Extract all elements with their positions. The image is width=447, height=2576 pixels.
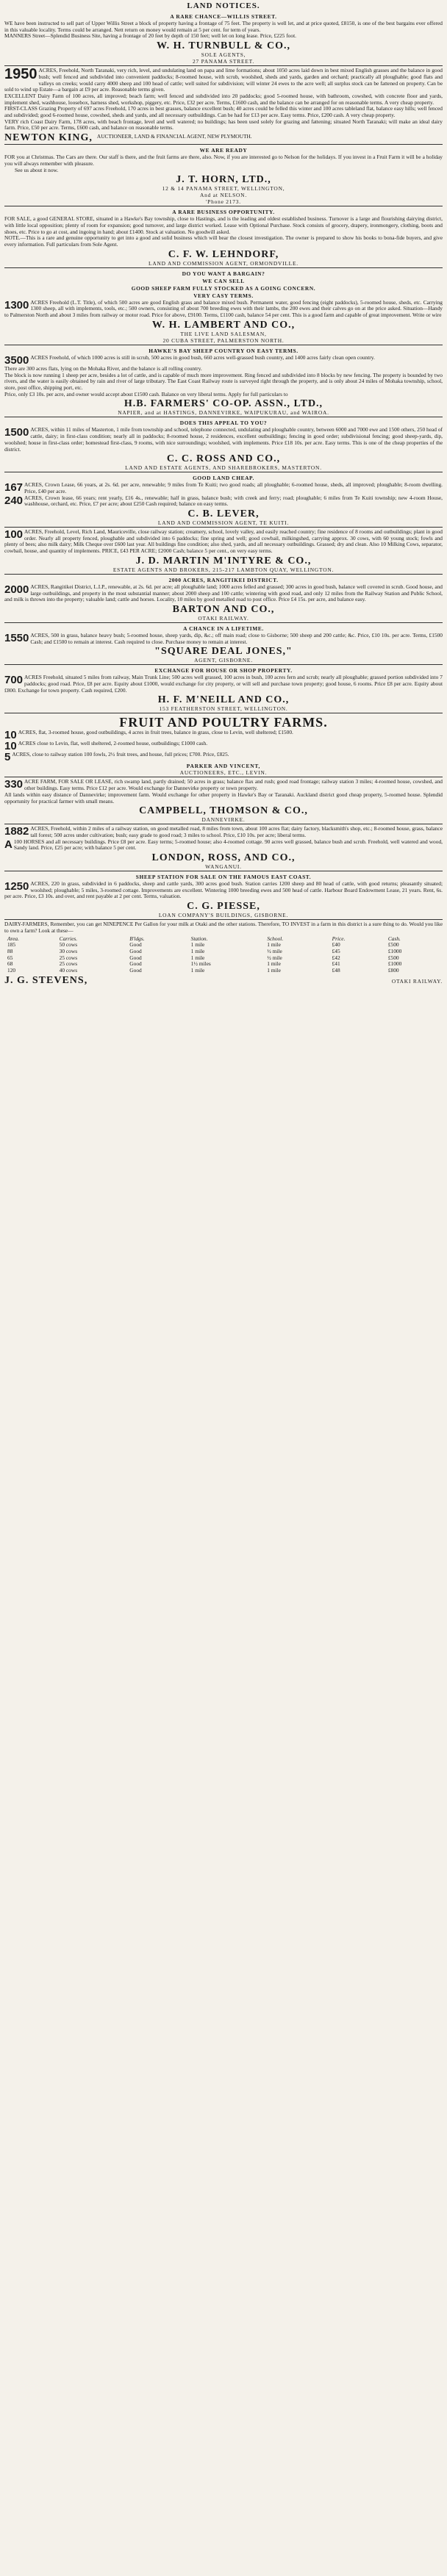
- firm-address: And at NELSON.: [200, 192, 247, 199]
- ad-campbell: [4, 777, 443, 824]
- ad-text-body: ACRES Freehold, situated 5 miles from railway, Main Trunk Line; 500 acres well grassed, 100 acres in bush, 100 acres fern and scrub; nearly all ploughable; grassed portion subdivided into 7 paddocks; good road. Price, £8 per acre. Equity about £1000, would exchange for city property, or will sell and purchase town property; good house, 6 rooms. Price £8 per acre. Equity about £800. Exchange for town property. Cash required, £200.: [4, 674, 443, 694]
- firm-name: C. C. ROSS AND CO.,: [166, 453, 281, 465]
- column-header: School.: [267, 935, 284, 942]
- ad-text: MANNERS Street—Splendid Business Site, having a frontage of 20 feet by depth of 150 feet; well let on long lease. Price, £225 foot.: [4, 32, 296, 40]
- table-cell: 1 mile: [267, 941, 281, 949]
- ad-text: [4, 529, 443, 555]
- ad-text-body: ACRES close to Levin, flat, well sheltered, 2-roomed house, outbuildings; £1000 cash.: [18, 740, 208, 747]
- ad-text: See us about it now.: [15, 166, 59, 173]
- ad-text-body: ACRES, Rangitikei District, L.I.P., renewable, at 2s. 6d. per acre; all ploughable land; 1000 acres felled and grassed; 300 acres in good bush, balance well covered in scrub. Good house, and large outbuildings, and property in the most substantial manner; about 2000 sheep and 100 cattle; wintering with good road, and only 12 miles from the Railway Station and Public School, and milk is thrown into the property; valuable land; cattle and horses. Locality, 10 miles by good metalled road to post office. Price £4 15s. per acre, and balance easy.: [4, 583, 443, 603]
- table-cell: Good: [129, 948, 142, 954]
- table-cell: £41: [332, 960, 340, 968]
- ad-text: [4, 353, 443, 367]
- ad-heading: EXCHANGE FOR HOUSE OR SHOP PROPERTY.: [154, 667, 293, 674]
- firm-address: 20 CUBA STREET, PALMERSTON NORTH.: [162, 337, 285, 344]
- ad-turnbull: [4, 11, 443, 66]
- table-cell: ½ mile: [267, 948, 282, 954]
- ad-text-body: ACRE FARM, FOR SALE OR LEASE, rich swamp land, partly drained; 50 acres in grass; balance flax and rush; good road frontage; railway station 3 miles; 4-roomed house, cowshed, and other buildings. Easy terms. Price £12 per acre. Would exchange for Dannevirke property or town property.: [24, 778, 443, 792]
- table-cell: 65: [7, 954, 13, 961]
- firm-address: 153 FEATHERSTON STREET, WELLINGTON.: [159, 705, 288, 713]
- ad-text-body: ACRES, close to railway station 100 fowls, 2½ fruit trees, and house, full prices; £700. Price, £825.: [12, 751, 229, 758]
- ad-heading: A RARE CHANCE—WILLIS STREET.: [170, 13, 277, 20]
- firm-role: LAND AND COMMISSION AGENT, TE KUITI.: [157, 519, 290, 527]
- column-header: Carries.: [59, 935, 78, 942]
- acreage-figure: A: [4, 838, 12, 851]
- firm-name: W. H. TURNBULL & CO.,: [156, 40, 291, 52]
- ad-text: DAIRY-FARMERS, Remember, you can get NINEPENCE Per Gallon for your milk at Otaki and the other stations. Therefore, TO INVEST in a farm in this district is a sure thing to do. Would you like to own a farm? Look at these—: [4, 921, 443, 934]
- column-header: Area.: [7, 935, 19, 942]
- firm-role: LAND AND COMMISSION AGENT, ORMONDVILLE.: [149, 259, 298, 267]
- ad-text: WE have been instructed to sell part of Upper Willis Street a block of property having a frontage of 75 feet. The property is well let, and at price quoted, £8150, is one of the best bargains ever offered in this valuable locality. Terms could be arranged. Nett return on money would remain at 5 per cent. for term of years.: [4, 20, 443, 33]
- table-cell: Good: [129, 941, 142, 949]
- column-header: Price.: [332, 935, 346, 942]
- ad-hb-farmers: [4, 345, 443, 418]
- ad-text-body: ACRES, Crown Lease, 66 years, at 2s. 6d. per acre, renewable; 9 miles from Te Kuiti; two good roads; all ploughable; 6-roomed house, sheds, all improved; ploughable; 8-room dwelling. Price, £40 per acre.: [24, 481, 443, 494]
- table-cell: £800: [387, 967, 399, 974]
- firm-address: ESTATE AGENTS AND BROKERS, 215-217 LAMBTON QUAY, WELLINGTON.: [112, 566, 335, 573]
- ad-heading: WE CAN SELL: [202, 277, 245, 284]
- ad-text: [4, 881, 443, 900]
- ad-text: [4, 300, 443, 319]
- firm-name: NEWTON KING,: [4, 132, 93, 144]
- ad-banner-heading: FRUIT AND POULTRY FARMS.: [119, 715, 328, 730]
- firm-name: BARTON AND CO.,: [172, 603, 275, 615]
- table-cell: £500: [387, 954, 399, 961]
- ad-text: [4, 68, 443, 93]
- ad-stevens: [4, 920, 443, 987]
- table-cell: 30 cows: [59, 948, 78, 954]
- firm-address: OTAKI RAILWAY.: [198, 614, 249, 622]
- table-cell: ½ mile: [267, 954, 282, 961]
- firm-name: C. G. PIESSE,: [187, 901, 260, 913]
- ad-heading: HAWKE'S BAY SHEEP COUNTRY ON EASY TERMS.: [149, 347, 298, 354]
- ad-text-body: ACRES, 500 in grass, balance heavy bush; 5-roomed house, sheep yards, dip, &c.; off main road; close to Gisborne; 500 sheep and 200 cattle; &c. Price, £10 10s. per acre. Terms, £1500 Cash; and £1500 to remain at interest. Cash required to close. Purchase money to remain at interest.: [30, 631, 443, 645]
- ad-heading: A RARE BUSINESS OPPORTUNITY.: [172, 209, 275, 216]
- table-cell: Good: [129, 960, 142, 968]
- ad-text-body: ACRES, Freehold, within 2 miles of a railway station, on good metalled road, 8 miles from town, about 100 acres flat; dairy factory, blacksmith's shop, etc.; 8-roomed house, grass, balance tall forest; 500 acres under cultivation; bush; easy grade to good road; 3 miles to school. Price, £10 10s. per acre; liberal terms.: [30, 825, 443, 838]
- acreage-figure: 10: [4, 740, 17, 753]
- firm-role: AUCTIONEERS, ETC., LEVIN.: [179, 769, 268, 777]
- acreage-figure: 700: [4, 674, 24, 687]
- column-header: Station.: [190, 935, 208, 942]
- ad-text: [4, 495, 443, 508]
- acreage-figure: 1950: [4, 66, 37, 83]
- ad-lambert: [4, 268, 443, 345]
- ad-text-body: ACRES, Freehold, Level, Rich Land, Mauriceville, close railway station; creamery, school, lovely valley, and easily reached country; fine residence of 8 rooms and outbuildings; plant in good order. Nearly all property fenced, ploughable and subdivided into 6 paddocks; fine spring and well; good cowbail, milkingshed, carrying approx. 30 cows, with 60 young stock; fowls and plenty of bees; also milk dairy; Milk Cheque over £600 last year. All buildings fine condition; also shed, yards, and all necessary outbuildings. Grassed; dry and clean. Also 10 Milking Cows, separator, cowbail, house, and quantity of implements. PRICE, £43 PER ACRE; £2000 Cash; balance 5 per cent., on very easy terms.: [4, 528, 443, 555]
- ad-text: [4, 839, 443, 852]
- firm-name: "SQUARE DEAL JONES,": [154, 646, 293, 658]
- firm-name: H.B. FARMERS' CO-OP. ASSN., LTD.,: [124, 398, 323, 410]
- acreage-figure: 1550: [4, 631, 29, 644]
- ad-heading: GOOD SHEEP FARM FULLY STOCKED AS A GOING CONCERN.: [131, 284, 316, 292]
- ad-london-ross: [4, 824, 443, 871]
- ad-ross: [4, 417, 443, 472]
- table-cell: £500: [387, 941, 399, 949]
- acreage-figure: 2000: [4, 583, 29, 596]
- firm-role: AGENT, GISBORNE.: [194, 657, 253, 664]
- firm-name: J. T. HORN, LTD.,: [176, 174, 271, 186]
- firm-name: C. F. W. LEHNDORF,: [168, 248, 279, 260]
- ad-text-body: ACRES, within 11 miles of Masterton, 1 mile from township and school, telephone connected, undulating and ploughable country, between 6000 and 7000 ewe and 1500 others, 250 head of cattle, dairy; in first-class condition; nearly all in paddocks; 8-roomed house, 2 residences, excellent outbuildings; fencing in good order; subdivisional fencing; good sheep-yards, dip, woolshed; house in first-class order; homestead first-class, 9 rooms, with nice surroundings; woolshed, with implements. Price £18 10s. per acre. Easy terms. This is one of the cheap properties of the district.: [4, 426, 443, 453]
- ad-text: FOR SALE, a good GENERAL STORE, situated in a Hawke's Bay township, close to Hastings, and is the leading and oldest established business. Turnover is a large and flourishing dairying district, with little local opposition; plenty of room for expansion; good turnover, and large district worked. Lease with Optional Purchase. Stock consists of grocery, drapery, ironmongery, clothing, boots and shoes, etc. Price to go at cost, and ingoing in hand; about £1400. Stock at valuation. No goodwill asked.: [4, 215, 443, 235]
- ad-text: [4, 740, 443, 753]
- table-cell: 1 mile: [267, 967, 281, 974]
- ad-text: [4, 729, 443, 742]
- ad-parker-vincent: [4, 713, 443, 777]
- ad-text: EXCELLENT Dairy Farm of 100 acres, all improved; beach farm; well fenced and subdivided into 20 paddocks; good 5-roomed house, with bathroom, cowshed, with concrete floor and yards, implement shed, washhouse, loosebox, harness shed, workshop, piggery, etc. Price, £32 per acre. Terms, £1600 cash, and the balance can be arranged for on reasonable terms. A very cheap property.: [4, 92, 443, 106]
- acreage-figure: 1882: [4, 825, 29, 838]
- ad-text: [4, 633, 443, 645]
- table-cell: £42: [332, 954, 340, 961]
- acreage-figure: 10: [4, 729, 17, 742]
- acreage-figure: 3500: [4, 353, 29, 367]
- table-cell: £1000: [387, 960, 402, 968]
- ad-heading: WE ARE READY: [199, 147, 248, 154]
- ad-text: [4, 779, 443, 791]
- table-cell: £48: [332, 967, 340, 974]
- firm-address: NAPIER, and at HASTINGS, DANNEVIRKE, WAIPUKURAU, and WAIROA.: [118, 409, 329, 417]
- ad-heading: DO YOU WANT A BARGAIN?: [182, 270, 265, 277]
- ad-piesse: [4, 871, 443, 920]
- table-cell: £40: [332, 941, 340, 949]
- firm-address: 12 & 14 PANAMA STREET, WELLINGTON,: [162, 185, 285, 193]
- ad-text-body: ACRES, Freehold, North Taranaki, very rich, level, and undulating land on papa and lime formations; about 1050 acres laid down in best mixed English grasses and the balance in good bush; well fenced and subdivided into convenient paddocks; 8-roomed house, with scrub, woolshed, sheds and yards, garden and orchard; practically all ploughable; good flats and valleys on creeks; would carry 4000 sheep and 100 head of cattle; well suited for subdivision; will winter 24 ewes to the acre well; all surplus stock can be fattened on property. Can be sold to wind up Estate—a bargain at £9 per acre. Reasonable terms given.: [4, 67, 443, 93]
- firm-row: [4, 974, 443, 986]
- firm-name: C. B. LEVER,: [187, 508, 260, 520]
- firm-address: WANGANUI.: [205, 863, 242, 871]
- firm-address: LOAN COMPANY'S BUILDINGS, GISBORNE.: [158, 912, 289, 919]
- firm-name: PARKER AND VINCENT,: [186, 763, 261, 770]
- ad-lehndorf: [4, 206, 443, 268]
- ad-text: [4, 674, 443, 694]
- ad-text: [4, 826, 443, 838]
- firm-address: DANNEVIRKE.: [201, 816, 246, 824]
- ad-heading: DOES THIS APPEAL TO YOU?: [179, 420, 268, 427]
- table-cell: 88: [7, 948, 13, 954]
- ad-mcintyre: [4, 528, 443, 575]
- table-cell: 1 mile: [190, 967, 205, 974]
- firm-role: AUCTIONEER, LAND & FINANCIAL AGENT, NEW PLYMOUTH.: [96, 133, 252, 140]
- firm-role: THE LIVE LAND SALESMAN,: [180, 330, 267, 337]
- table-cell: 1½ miles: [190, 960, 211, 968]
- table-cell: 1 mile: [267, 960, 281, 968]
- column-header: B'ldgs.: [129, 935, 145, 942]
- ad-text: There are 300 acres flats, lying on the Mohaka River, and the balance is all rolling country.: [4, 364, 202, 372]
- table-cell: 185: [7, 941, 16, 949]
- ad-jones: [4, 623, 443, 665]
- ad-text: [4, 751, 443, 764]
- section-title: LAND NOTICES.: [187, 1, 260, 10]
- firm-address: OTAKI RAILWAY.: [391, 977, 443, 985]
- ad-text: All lands within easy distance of Dannevirke; improvement farm. Would exchange for other property in Hawke's Bay or Taranaki. Auckland district good cheap property, 5-roomed house. Splendid opportunity for practical farmer with small means.: [4, 791, 443, 805]
- table-cell: 1 mile: [190, 954, 205, 961]
- table-cell: 40 cows: [59, 967, 78, 974]
- ad-barton: [4, 575, 443, 623]
- ad-heading: SHEEP STATION FOR SALE ON THE FAMOUS EAST COAST.: [135, 874, 312, 881]
- table-cell: Good: [129, 954, 142, 961]
- acreage-figure: 5: [4, 751, 11, 764]
- ad-text: Price, only £3 10s. per acre, and owner would accept about £1500 cash. Balance on very liberal terms. Apply for full particulars to: [4, 390, 288, 397]
- firm-name: LONDON, ROSS, AND CO.,: [151, 852, 296, 864]
- dairy-farm-table: [4, 936, 443, 974]
- table-cell: 1 mile: [190, 948, 205, 954]
- acreage-figure: 330: [4, 778, 24, 791]
- table-cell: 120: [7, 967, 16, 974]
- ad-text: [4, 584, 443, 603]
- acreage-figure: 240: [4, 494, 24, 507]
- firm-address: 27 PANAMA STREET.: [192, 58, 255, 65]
- ad-newton-king: [4, 66, 443, 145]
- acreage-figure: 1300: [4, 298, 29, 312]
- firm-name: W. H. LAMBERT AND CO.,: [151, 319, 296, 331]
- ad-lever: [4, 472, 443, 528]
- table-cell: Good: [129, 967, 142, 974]
- ad-horn: [4, 145, 443, 206]
- table-cell: £45: [332, 948, 340, 954]
- acreage-figure: 1500: [4, 426, 29, 439]
- firm-name: J. D. MARTIN M'INTYRE & CO.,: [135, 555, 312, 566]
- ad-mcneill: [4, 665, 443, 713]
- firm-role: LAND AND ESTATE AGENTS, AND SHAREBROKERS, MASTERTON.: [125, 464, 322, 472]
- ad-text-body: ACRES, 220 in grass, subdivided in 6 paddocks, sheep and cattle yards, 300 acres good bush. Station carries 1200 sheep and 80 head of cattle, with good returns; pleasantly situated; woolshed; ploughable; 5 miles, 3-roomed cottage. Improvements are excellent. Wintering 1000 breeding ewes and 500 head of cattle. Harbour Board Endowment Lease, 21 years. Rent, 6s. per acre. Price, £3 10s. and over, and rent payable at 2 per cent. Terms, valuation.: [4, 880, 443, 900]
- firm-row: [4, 132, 443, 143]
- firm-name: J. G. STEVENS,: [4, 974, 88, 986]
- table-cell: 25 cows: [59, 954, 78, 961]
- acreage-figure: 1250: [4, 880, 29, 893]
- table-cell: £1000: [387, 948, 402, 954]
- firm-phone: 'Phone 2173.: [206, 198, 241, 206]
- acreage-figure: 100: [4, 528, 24, 542]
- ad-text-body: 100 HORSES and all necessary buildings. Price £8 per acre. Easy terms; 5-roomed house; also 4-roomed cottage. 90 acres well grassed, balance bush and scrub. Freehold, well watered and wood, Sandy land. Price, £25 per acre; with balance 5 per cent.: [13, 838, 443, 852]
- ad-text: [4, 482, 443, 494]
- firm-name: CAMPBELL, THOMSON & CO.,: [139, 805, 308, 817]
- ad-heading: A CHANCE IN A LIFETIME.: [183, 625, 264, 632]
- ad-text-body: ACRES, Crown lease, 66 years; rent yearly, £16 4s., renewable; half in grass, balance bush; with creek and ferry; road; ploughable; 6 miles from Te Kuiti township; new 4-room House, washhouse, orchard, etc. Price, £7 per acre; about £250 Cash required; balance on easy terms.: [24, 494, 443, 508]
- table-cell: 68: [7, 960, 13, 968]
- ad-text-body: ACRES, flat, 3-roomed house, good outbuildings, 4 acres in fruit trees, balance in grass, close to Levin, well sheltered; £1500.: [18, 729, 293, 736]
- ad-text: The block is now running 1 sheep per acre, besides a lot of cattle, and is capable of much more improvement. Ring fenced and subdivided into 8 blocks by new fencing. The property is bounded by two rivers, and the water is easily obtained by rain and river of large tributary. The East Coast Railway route is surveyed right through the property, and is only about 24 miles of Mohaka township, school, store, post office, shipping port, etc.: [4, 371, 443, 391]
- ad-heading: 2000 ACRES, RANGITIKEI DISTRICT.: [168, 576, 279, 583]
- firm-name: H. F. M'NEILL AND CO.,: [157, 694, 290, 706]
- ad-text: FOR you at Christmas. The Cars are there. Our staff is there, and the fruit farms are there, also. Now, if you are interested go to Nelson for the holidays. If you invest in a Fruit Farm it will be a holiday you will always remember with pleasure.: [4, 154, 443, 167]
- ad-text: VERY rich Coast Dairy Farm, 178 acres, with beach frontage, level and well watered; no buildings; has been used solely for grazing and fattening; situated North Taranaki; will make an ideal dairy farm. Price, £50 per acre. Terms, £600 cash, and balance on reasonable terms.: [4, 118, 443, 132]
- column-header: Cash.: [387, 935, 401, 942]
- ad-heading: VERY CASY TERMS.: [193, 292, 254, 299]
- ad-heading: GOOD LAND CHEAP.: [193, 475, 254, 482]
- ad-text: NOTE.—This is a rare and genuine opportunity to get into a good and solid business which will bear the closest investigation. The owner is prepared to show his books to bona-fide buyers, and give every information. Full particulars from Sole Agent.: [4, 234, 443, 248]
- table-row: [4, 968, 443, 974]
- table-cell: 50 cows: [59, 941, 78, 949]
- table-cell: 1 mile: [190, 941, 205, 949]
- ad-text: [4, 427, 443, 453]
- firm-role: SOLE AGENTS,: [201, 51, 246, 59]
- ad-text-body: ACRES Freehold (L.T. Title), of which 500 acres are good English grass and balance mixed bush. Permanent water, good fencing (eight paddocks), 5-roomed house, sheds, etc. Carrying 1300 sheep, all with implements, tools, etc.; 500 owners, consisting of about 700 breeding ewes with their lambs, the 200 ewes and their calves go on at the price asked. Situation—Handy to Palmerston North and about 3 miles from railway or motor road. Price for above, £9100. Terms, £1100 cash, balance 54 per cent. This is a good farm and capable of great improvement. Write or wire: [4, 298, 443, 319]
- table-cell: 25 cows: [59, 960, 78, 968]
- acreage-figure: 167: [4, 481, 24, 494]
- ad-text-body: ACRES Freehold, of which 1000 acres is still in scrub, 500 acres in good bush, 660 acres well-grassed bush country, and 1400 acres fairly clean open country.: [30, 353, 375, 361]
- ad-text: FIRST-CLASS Grazing Property of 697 acres Freehold, 170 acres in best grasses, balance excellent bush; 40 acres could be felled this winter and 100 acres tableland flat, balance easy hills; well fenced and subdivided; good 6-roomed house, cowshed, sheds and yards, and all necessary outbuildings. Can be had for £13 per acre. Easy terms. Price, £200 cash. A very cheap property.: [4, 105, 443, 119]
